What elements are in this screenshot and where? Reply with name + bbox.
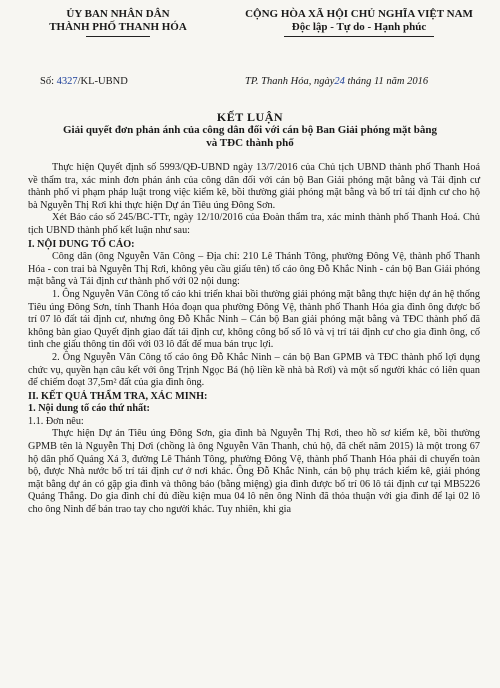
authority-line-2: THÀNH PHỐ THANH HÓA [49,21,187,33]
body-paragraph: 1.1. Đơn nêu: [28,415,84,427]
document-date [245,76,428,87]
document-title: KẾT LUẬN [216,110,284,124]
national-motto [228,8,490,37]
issuing-authority [28,8,208,37]
number-value: 4327 [56,76,78,87]
subsection-heading: 1. Nội dung tố cáo thứ nhất: [28,403,150,415]
section-heading: II. KẾT QUẢ THẨM TRA, XÁC MINH: [28,390,208,402]
date-day: 24 [334,76,345,87]
number-label: Số: [40,76,55,87]
section-heading: I. NỘI DUNG TỐ CÁO: [28,238,135,250]
body-paragraph: Công dân (ông Nguyễn Văn Công – Địa chỉ: 210 Lê Thánh Tông, phường Đông Vệ, thành phố Thanh Hóa - con trai bà Nguyễn Thị Rơi, không yêu cầu giấu tên) tố cáo ông Đỗ Khắc Ninh - cán bộ Ban Giải phóng mặt bằng và Tái định cư thành phố với 02 nội dung: [28,251,480,288]
authority-underline [86,36,150,37]
document-number [40,76,128,87]
body-paragraph: 1. Ông Nguyễn Văn Công tố cáo khi triển khai bồi thường giải phóng mặt bằng thực hiện dự án hệ thống Tiêu úng Đông Sơn, tỉnh Thanh Hóa đoạn qua phường Đông Vệ, thành phố Thanh Hóa gia đình ông được bố trí 07 lô đất tái định cư, nhưng ông Đỗ Khắc Ninh – Cán bộ Ban giải phóng mặt bằng và TĐC thành phố đã không bàn giao Quyết định giao đất tái định cư, không công bố số lô và vị trí tái định cư cho gia đình ông, cố tình che giấu thông tin đối với 03 lô đất để mua bán trục lợi. [28,288,480,351]
body-paragraph: Thực hiện Dự án Tiêu úng Đông Sơn, gia đình bà Nguyễn Thị Rơi, theo hồ sơ kiểm kê, bồi thường GPMB tên là Nguyễn Thị Dơi (chồng là ông Nguyễn Văn Thanh, chủ hộ, đã chết năm 2015) là một trong 67 hộ dân phố Quảng Xá 3, đường Lê Thánh Tông, phường Đông Vệ, thành phố Thanh Hóa phải di chuyển toàn bộ, được Nhà nước bố trí tái định cư ở nơi khác. Ông Đỗ Khắc Ninh, cán bộ phụ trách kiểm kê, giải phóng mặt bằng dự án có gặp gia đình và thông báo (bằng miệng) gia đình được bố trí 06 lô tái định cư tại MB5226 Quảng Thắng. Do gia đình chỉ đủ điều kiện mua 04 lô nên ông Ninh đã thỏa thuận với gia đình để lại 02 lô cho ông Ninh để bán trao tay cho người khác. Tuy nhiên, khi gia [28,428,480,516]
document-subtitle: Giải quyết đơn phản ánh của công dân đối với cán bộ Ban Giải phóng mặt bằng và TĐC thành phố [62,124,438,149]
authority-line-1: ỦY BAN NHÂN DÂN [66,8,170,20]
motto-line-2: Độc lập - Tự do - Hạnh phúc [291,21,427,33]
motto-line-1: CỘNG HÒA XÃ HỘI CHỦ NGHĨA VIỆT NAM [245,8,473,20]
body-paragraph: Thực hiện Quyết định số 5993/QĐ-UBND ngày 13/7/2016 của Chủ tịch UBND thành phố Thanh Hoá về thẩm tra, xác minh đơn phản ánh của công dân đối với cán bộ Ban Giải phóng mặt bằng và Tái định cư thành phố vi phạm pháp luật trong việc kiểm kê, bồi thường giải phóng mặt bằng và bố trí tái định cư cho hộ bà Nguyễn Thị Rơi khi thực hiện Dự án Tiêu úng Đông Sơn. [28,162,480,211]
body-paragraph: 2. Ông Nguyễn Văn Công tố cáo ông Đỗ Khắc Ninh – cán bộ Ban GPMB và TĐC thành phố lợi dụng chức vụ, quyền hạn câu kết với ông Trịnh Ngọc Bá (hộ liền kề nhà bà Rơi) và một số người khác có liên quan để chiếm đoạt 37,5m² đất của gia đình ông. [28,351,480,389]
document-body [28,162,480,517]
motto-underline [284,36,434,37]
date-suffix: tháng 11 năm 2016 [347,76,429,87]
body-paragraph: Xét Báo cáo số 245/BC-TTr, ngày 12/10/2016 của Đoàn thẩm tra, xác minh thành phố Thanh Hoá. Chủ tịch UBND thành phố kết luận như sau: [28,212,480,236]
number-suffix: /KL-UBND [77,76,128,87]
date-prefix: TP. Thanh Hóa, ngày [245,76,335,87]
